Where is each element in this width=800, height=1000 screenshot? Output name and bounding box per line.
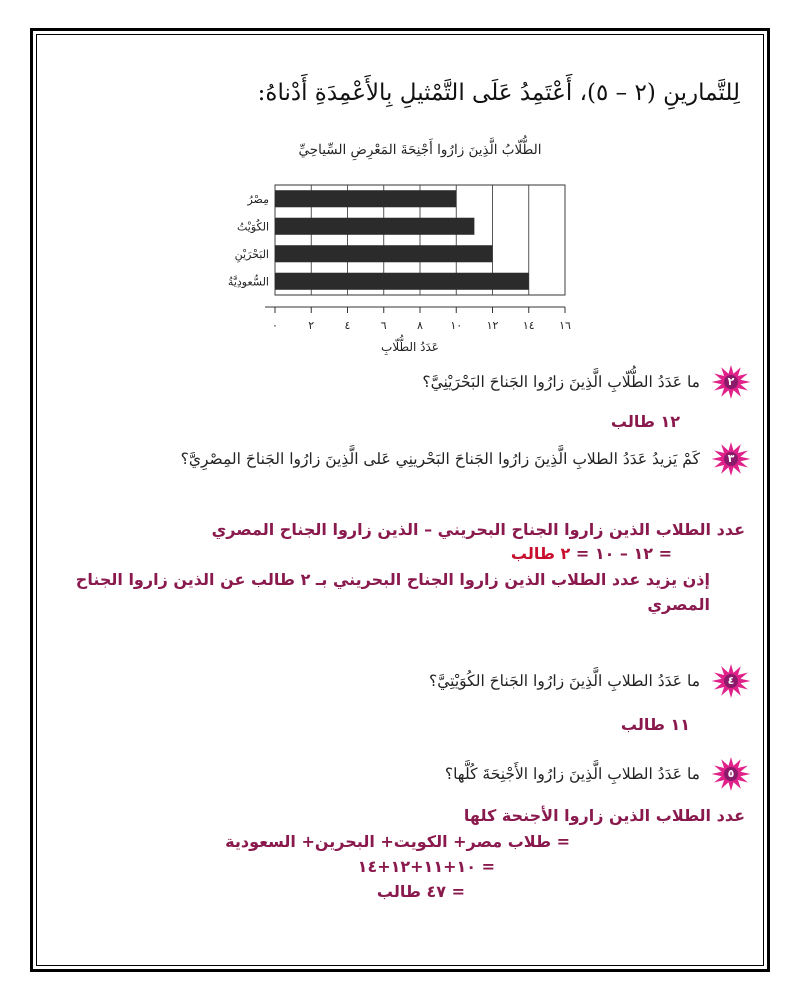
- answer-line: = ٤٧ طالب: [376, 882, 465, 901]
- answer-line: المصري: [647, 595, 710, 614]
- question-3: [181, 442, 752, 476]
- x-tick-label: ٦: [380, 319, 387, 332]
- question-text: ما عَدَدُ الطلابِ الَّذِينَ زارُوا الأَجْنِحَةَ كُلَّها؟: [444, 765, 700, 783]
- x-tick-label: ٤: [344, 319, 351, 332]
- question-text: كَمْ يَزيدُ عَدَدُ الطلابِ الَّذِينَ زارُوا الجَناحَ البَحْرينِي عَلى الَّذِينَ زارُوا الجَناحَ المِصْرِيَّ؟: [180, 450, 700, 468]
- question-number: ٢: [727, 375, 735, 388]
- star-badge-icon: [710, 442, 752, 476]
- answer-line: عدد الطلاب الذين زاروا الجناح البحريني – الذين زاروا الجناح المصري: [211, 520, 745, 539]
- x-tick-label: ٨: [417, 319, 423, 332]
- answer-line: = طلاب مصر+ الكويت+ البحرين+ السعودية: [225, 832, 570, 851]
- chart-title: الطُّلّابُ الَّذِينَ زارُوا أَجْنِحَةَ المَعْرِضِ السِّياحِيِّ: [298, 142, 542, 158]
- star-badge-icon: [710, 664, 752, 698]
- star-badge-icon: [710, 757, 752, 791]
- answer-line: ١١ طالب: [620, 715, 690, 734]
- x-axis-label: عَدَدُ الطُّلّابِ: [381, 340, 439, 354]
- x-tick-label: ١٤: [522, 319, 535, 332]
- bar-chart: [180, 165, 620, 355]
- question-number: ٤: [727, 674, 735, 687]
- exercise-heading: لِلتَّمارينِ (٢ – ٥)، أَعْتَمِدُ عَلَى التَّمْثيلِ بِالأَعْمِدَةِ أَدْناهُ:: [257, 80, 740, 106]
- category-label: الكُوَيْتُ: [236, 220, 269, 234]
- answer-result: ٢ طالب: [510, 544, 571, 563]
- question-text: ما عَدَدُ الطُّلّابِ الَّذِينَ زارُوا الجَناحَ البَحْرَيْنِيَّ؟: [422, 373, 700, 391]
- category-label: مِصْرُ: [247, 192, 269, 206]
- bar-4: [275, 273, 529, 290]
- question-5: [445, 757, 752, 791]
- x-tick-label: ٠: [272, 319, 278, 332]
- answer-expression: = ١٢ – ١٠ =: [575, 544, 672, 563]
- question-2: [422, 365, 752, 399]
- question-text: ما عَدَدُ الطلابِ الَّذِينَ زارُوا الجَناحَ الكُوَيْتِيَّ؟: [429, 672, 700, 690]
- answer-line: ١٢ طالب: [610, 412, 680, 431]
- bar-2: [275, 218, 474, 235]
- x-tick-label: ١٢: [486, 319, 499, 332]
- bar-3: [275, 245, 493, 262]
- answer-line: = ١٠+١١+١٢+١٤: [357, 857, 495, 876]
- bar-1: [275, 190, 456, 207]
- category-label: السُّعودِيَّةُ: [227, 275, 269, 289]
- answer-line: [511, 544, 672, 563]
- answer-line: إذن يزيد عدد الطلاب الذين زاروا الجناح البحريني بـ ٢ طالب عن الذين زاروا الجناح: [75, 570, 710, 589]
- question-number: ٥: [727, 767, 735, 780]
- x-tick-label: ١٦: [559, 319, 571, 332]
- question-4: [429, 664, 752, 698]
- answer-line: عدد الطلاب الذين زاروا الأجنحة كلها: [463, 806, 745, 825]
- x-tick-label: ٢: [308, 319, 315, 332]
- star-badge-icon: [710, 365, 752, 399]
- question-number: ٣: [727, 452, 735, 465]
- category-label: البَحْرَيْنِ: [234, 247, 269, 261]
- x-tick-label: ١٠: [450, 319, 463, 332]
